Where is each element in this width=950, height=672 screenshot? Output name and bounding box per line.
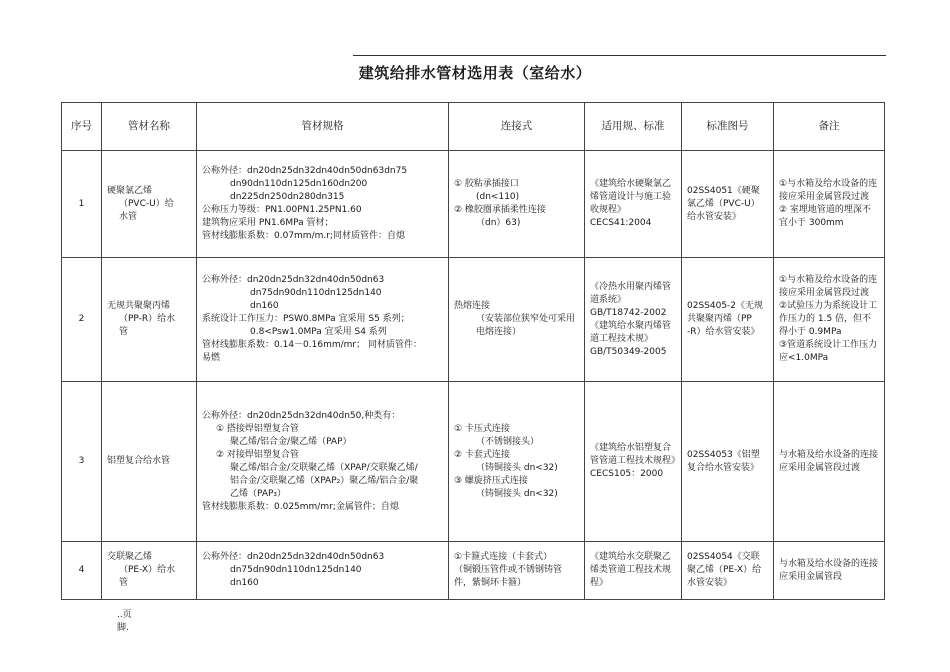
pipe-name-line: 硬聚氯乙烯 [107, 185, 153, 196]
spec-line: 管材线膨胀系数：0.07mm/m.r;同材质管件：自熄 [202, 231, 405, 241]
spec-line: dn75dn90dn110dn125dn140 [250, 288, 382, 298]
spec-line: 系统设计工作压力：PSW0.8MPa 宜采用 S5 系列； [202, 314, 410, 324]
connection-line: （铸铜接头 dn<32) [476, 488, 558, 499]
connection-line: ② 橡胶圈承插柔性连接 [454, 205, 546, 215]
connection-line: ①卡箍式连接（卡套式） [454, 552, 553, 562]
note-line: ①与水箱及给水设备的连接应采用金属管段过渡 [779, 275, 878, 298]
connection-line: （不锈钢接头） [476, 436, 540, 447]
standard-line: 《建筑给水铝塑复合管管道工程技术规程》 [590, 443, 681, 466]
spec-line: 公称压力等级：PN1.00PN1.25PN1.60 [202, 205, 362, 215]
table-row [62, 382, 885, 542]
cell-atlas [682, 258, 774, 382]
spec-line: ① 搭接焊铝塑复合管 [216, 423, 299, 434]
cell-standard [585, 258, 682, 382]
spec-line: dn160 [250, 301, 279, 311]
spec-line: 管材线膨胀系数：0.025mm/mr;金属管件；自熄 [202, 501, 399, 512]
standard-line: 《建筑给水交联聚乙烯类管道工程技术规程》 [590, 552, 672, 588]
spec-line: 公称外径：dn20dn25dn32dn40dn50dn63 [202, 275, 385, 285]
page-title: 建筑给排水管材选用表（室给水） [358, 64, 592, 82]
connection-line: ② 卡套式连接 [454, 449, 510, 460]
cell-connection [449, 382, 585, 542]
cell-atlas [682, 542, 774, 600]
pipe-name-line: 水管 [119, 211, 138, 222]
spec-line: 公称外径：dn20dn25dn32dn40dn50dn63dn75 [202, 166, 408, 176]
cell-note [774, 382, 885, 542]
cell-index: 4 [62, 542, 102, 600]
cell-note [774, 542, 885, 600]
cell-pipe-name [102, 151, 197, 258]
cell-spec [197, 151, 449, 258]
header-name: 管材名称 [102, 103, 197, 151]
atlas-line: 02SS4054《交联聚乙烯（PE-X）给水管安装》 [687, 552, 762, 588]
cell-standard [585, 382, 682, 542]
pipe-name-line: （PE-X）给水 [119, 565, 176, 575]
atlas-line: 02SS405-2《无规共聚聚丙烯（PP [687, 301, 764, 324]
spec-line: 管材线膨胀系数：0.14－0.16mm/mr； 同材质管件： [202, 340, 422, 350]
spec-line: dn160 [230, 578, 259, 588]
spec-line: 易燃 [202, 353, 221, 363]
spec-line: dn75dn90dn110dn125dn140 [230, 565, 362, 575]
cell-note [774, 151, 885, 258]
table-row [62, 151, 885, 258]
spec-line: 聚乙烯/铝合金/交联聚乙烯（XPAP/交联聚乙烯/ [230, 462, 418, 473]
spec-line: 乙烯（PAP₃） [230, 488, 287, 499]
atlas-line: -R）给水管安装》 [687, 327, 760, 337]
header-standard: 适用规、标准 [585, 103, 682, 151]
pipe-name-line: （PVC-U）给 [119, 198, 174, 209]
cell-index: 2 [62, 258, 102, 382]
atlas-line: 02SS4053《铝塑复合给水管安装》 [687, 449, 760, 473]
connection-line: （dn）63) [476, 218, 521, 228]
table-row [62, 258, 885, 382]
spec-line: ② 对接焊铝塑复合管 [216, 449, 299, 460]
cell-connection [449, 258, 585, 382]
spec-line: 0.8<Psw1.0MPa 宜采用 S4 系列 [250, 327, 387, 337]
note-line: ②试验压力为系统设计工作压力的 1.5 倍，但不得小于 0.9MPa [779, 301, 878, 337]
note-line: 与水箱及给水设备的连接应采用金属管段 [779, 558, 879, 582]
header-index: 序号 [62, 103, 102, 151]
connection-line: (dn<110) [476, 192, 520, 202]
pipe-name-line: 管 [119, 578, 129, 588]
spec-line: 公称外径：dn20dn25dn32dn40dn50dn63 [202, 552, 385, 562]
cell-atlas [682, 382, 774, 542]
connection-line: 热熔连接 [454, 301, 491, 311]
connection-line: （铸铜接头 dn<32) [476, 462, 558, 473]
note-line: ①与水箱及给水设备的连接应采用金属管段过渡 [779, 179, 878, 202]
note-line: 与水箱及给水设备的连接应采用金属管段过渡 [779, 449, 879, 473]
header-atlas: 标准图号 [682, 103, 774, 151]
connection-line: ① 卡压式连接 [454, 423, 510, 434]
cell-spec [197, 542, 449, 600]
pipe-name-line: 无规共聚聚丙烯 [107, 301, 171, 311]
spec-line: 铝合金/交联聚乙烯（XPAP₂）聚乙烯/铝合金/聚 [230, 475, 419, 486]
cell-note [774, 258, 885, 382]
pipe-name-line: 交联聚乙烯 [107, 552, 153, 562]
spec-line: dn225dn250dn280dn315 [230, 192, 345, 202]
cell-standard [585, 542, 682, 600]
header-row [62, 103, 885, 151]
atlas-line: 02SS4051《硬聚氯乙烯（PVC-U）给水管安装》 [687, 185, 760, 222]
standard-line: 《建筑给水聚丙烯管道工程技术规》GB/T50349-2005 [590, 320, 672, 357]
table-row [62, 542, 885, 600]
cell-pipe-name [102, 258, 197, 382]
spec-line: 聚乙烯/铝合金/聚乙烯（PAP） [230, 436, 352, 447]
pipe-selection-table [61, 102, 885, 600]
spec-line: 公称外径：dn20dn25dn32dn40dn50,种类有： [202, 410, 401, 421]
standard-line: CECS105：2000 [590, 469, 664, 479]
pipe-name-line: （PP-R）给水 [119, 314, 176, 324]
header-spec: 管材规格 [197, 103, 449, 151]
title-rule [353, 55, 886, 56]
connection-line: ③ 螺旋挤压式连接 [454, 475, 528, 486]
pipe-name-line: 铝塑复合给水管 [107, 456, 171, 466]
footer-line: 脚. [117, 623, 129, 633]
cell-pipe-name [102, 542, 197, 600]
cell-index: 3 [62, 382, 102, 542]
note-line: ③管道系统设计工作压力应<1.0MPa [779, 340, 878, 363]
connection-line: （铜锻压管件或不锈钢铸管件，紫铜环卡箍） [454, 565, 563, 588]
cell-connection [449, 151, 585, 258]
note-line: ② 室埋地管道的埋深不宜小于 300mm [779, 205, 871, 228]
header-note: 备注 [774, 103, 885, 151]
cell-spec [197, 258, 449, 382]
spec-line: 建筑物应采用 PN1.6MPa 管材； [202, 218, 334, 228]
cell-atlas [682, 151, 774, 258]
pipe-name-line: 管 [119, 327, 129, 337]
cell-standard [585, 151, 682, 258]
cell-pipe-name [102, 382, 197, 542]
connection-line: （安装部位狭窄处可采用电熔连接） [476, 314, 576, 337]
footer-line: ..页 [117, 610, 132, 620]
standard-line: 《建筑给水硬聚氯乙烯管道设计与施工验收规程》 [590, 179, 672, 215]
cell-index: 1 [62, 151, 102, 258]
cell-spec [197, 382, 449, 542]
header-connection: 连接式 [449, 103, 585, 151]
standard-line: CECS41:2004 [590, 218, 652, 228]
page-footer [117, 609, 132, 635]
connection-line: ① 胶粘承插接口 [454, 179, 519, 189]
cell-connection [449, 542, 585, 600]
standard-line: 《冷热水用聚丙烯管道系统》GB/T18742-2002 [590, 281, 672, 318]
spec-line: dn90dn110dn125dn160dn200 [230, 179, 368, 189]
